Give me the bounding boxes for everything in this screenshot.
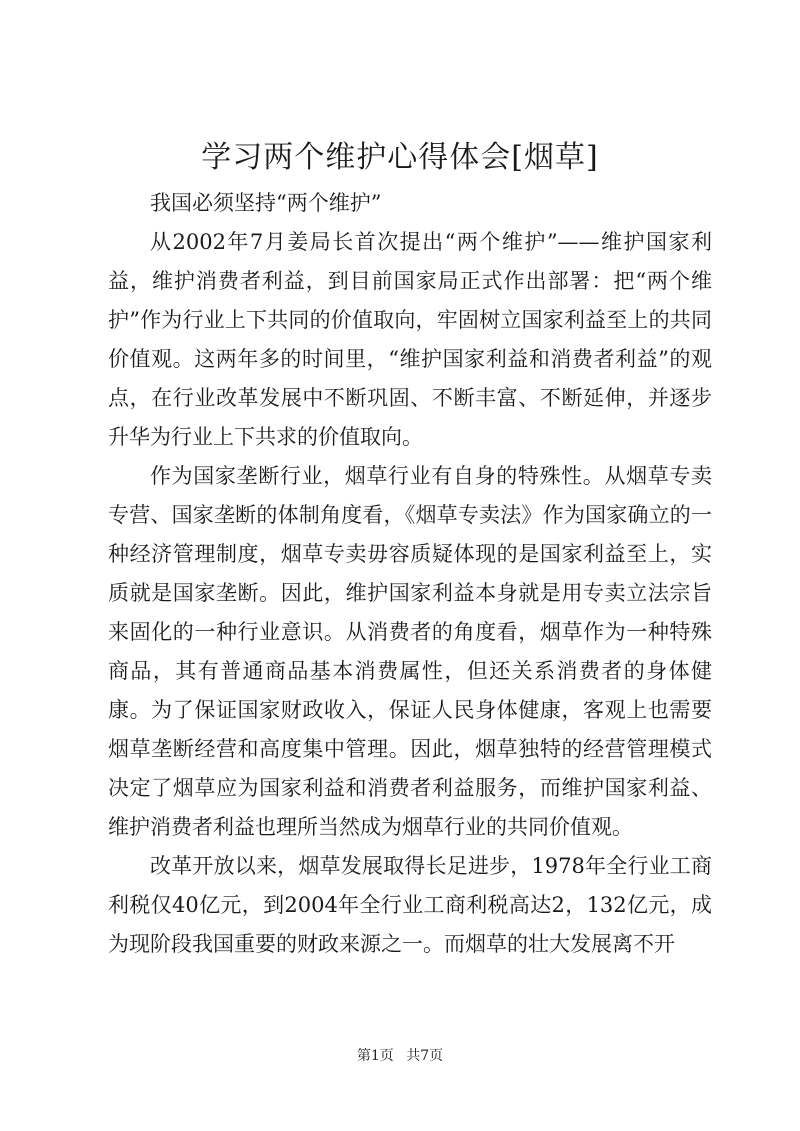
paragraph-2: 从2002年7月姜局长首次提出“两个维护”——维护国家利益，维护消费者利益，到目前国家局正式作出部署：把“两个维护”作为行业上下共同的价值取向，牢固树立国家利益至上的共同价值观。这两年多的时间里，“维护国家利益和消费者利益”的观点，在行业改革发展中不断巩固、不断丰富、不断延伸，并逐步升华为行业上下共求的价值取向。 bbox=[108, 230, 712, 449]
page-footer bbox=[0, 1046, 800, 1066]
page-number: 第1页 bbox=[356, 1048, 394, 1064]
document-body bbox=[108, 184, 712, 964]
document-title: 学习两个维护心得体会[烟草] bbox=[201, 140, 599, 175]
paragraph-4: 改革开放以来，烟草发展取得长足进步，1978年全行业工商利税仅40亿元，到2004年全行业工商利税高达2，132亿元，成为现阶段我国重要的财政来源之一。而烟草的壮大发展离不开 bbox=[108, 854, 712, 956]
paragraph-3: 作为国家垄断行业，烟草行业有自身的特殊性。从烟草专卖专营、国家垄断的体制角度看，《烟草专卖法》作为国家确立的一种经济管理制度，烟草专卖毋容质疑体现的是国家利益至上，实质就是国家垄断。因此，维护国家利益本身就是用专卖立法宗旨来固化的一种行业意识。从消费者的角度看，烟草作为一种特殊商品，其有普通商品基本消费属性，但还关系消费者的身体健康。为了保证国家财政收入，保证人民身体健康，客观上也需要烟草垄断经营和高度集中管理。因此，烟草独特的经营管理模式决定了烟草应为国家利益和消费者利益服务，而维护国家利益、维护消费者利益也理所当然成为烟草行业的共同价值观。 bbox=[108, 464, 712, 839]
page-total: 共7页 bbox=[406, 1048, 444, 1064]
paragraph-1: 我国必须坚持“两个维护” bbox=[150, 191, 382, 215]
